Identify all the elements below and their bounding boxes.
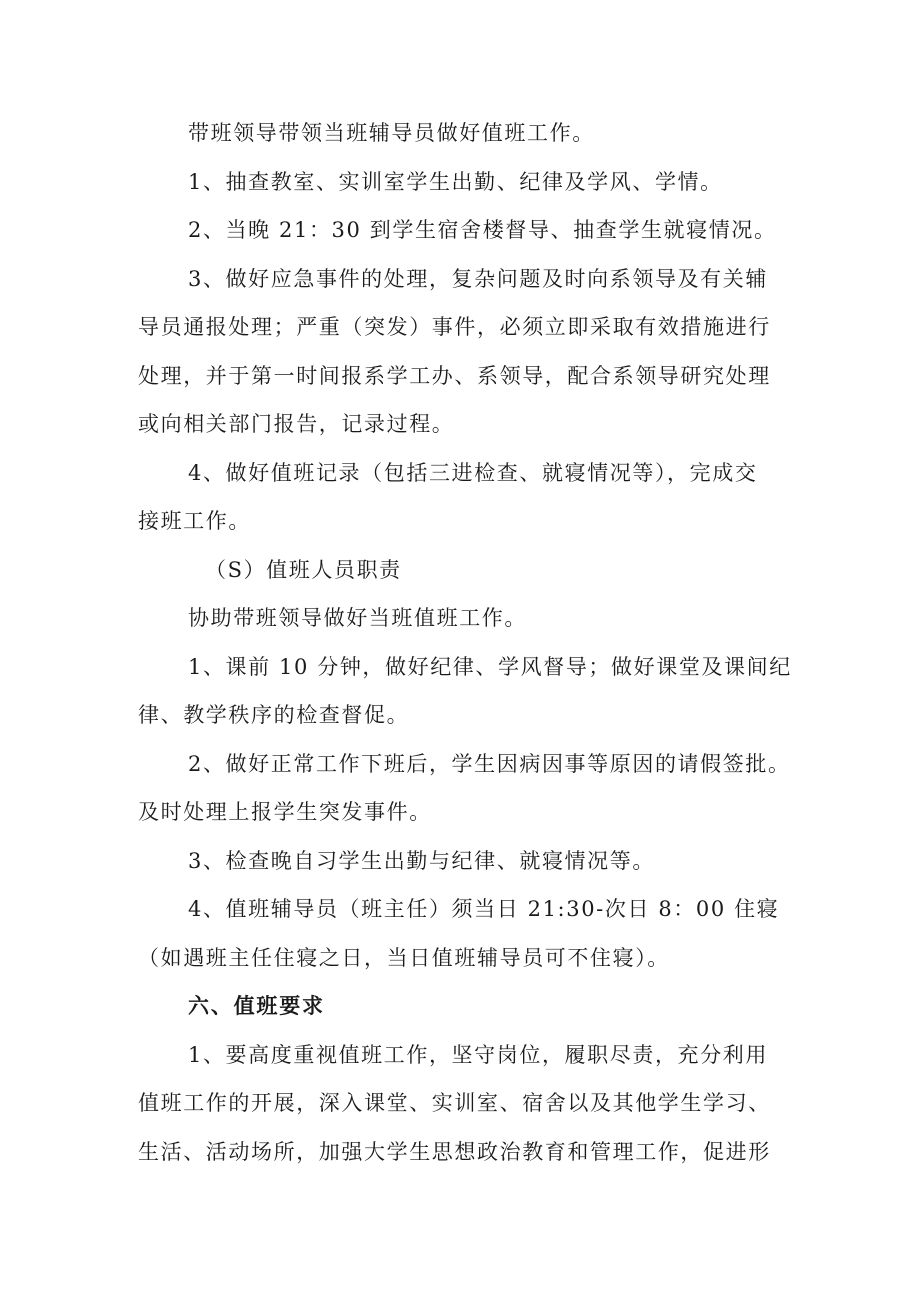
paragraph-line: 1、抽查教室、实训室学生出勤、纪律及学风、学情。: [188, 170, 723, 194]
paragraph-line: 律、教学秩序的检查督促。: [138, 703, 410, 727]
paragraph-line: 2、当晚 21：30 到学生宿舍楼督导、抽查学生就寝情况。: [188, 218, 777, 242]
paragraph-line: 及时处理上报学生突发事件。: [138, 800, 432, 824]
paragraph-line: 值班工作的开展，深入课堂、实训室、宿舍以及其他学生学习、: [138, 1091, 771, 1115]
paragraph-line: 或向相关部门报告，记录过程。: [138, 412, 455, 436]
paragraph-line: 带班领导带领当班辅导员做好值班工作。: [188, 121, 595, 145]
section-subheading: （S）值班人员职责: [205, 558, 402, 582]
paragraph-line: 4、做好值班记录（包括三进检查、就寝情况等），完成交: [188, 461, 758, 485]
paragraph-line: 生活、活动场所，加强大学生思想政治教育和管理工作，促进形: [138, 1140, 771, 1164]
paragraph-line: （如遇班主任住寝之日，当日值班辅导员可不住寝）。: [138, 946, 670, 970]
paragraph-line: 处理，并于第一时间报系学工办、系领导，配合系领导研究处理: [138, 364, 771, 388]
paragraph-line: 4、值班辅导员（班主任）须当日 21:30-次日 8：00 住寝: [188, 897, 780, 921]
paragraph-line: 接班工作。: [138, 509, 251, 533]
paragraph-line: 导员通报处理；严重（突发）事件，必须立即采取有效措施进行: [138, 315, 771, 339]
paragraph-line: 协助带班领导做好当班值班工作。: [188, 606, 527, 630]
paragraph-line: 2、做好正常工作下班后，学生因病因事等原因的请假签批。: [188, 752, 791, 776]
paragraph-line: 3、做好应急事件的处理，复杂问题及时向系领导及有关辅: [188, 267, 768, 291]
paragraph-line: 1、要高度重视值班工作，坚守岗位，履职尽责，充分利用: [188, 1043, 768, 1067]
section-heading: 六、值班要求: [188, 994, 325, 1018]
paragraph-line: 3、检查晚自习学生出勤与纪律、就寝情况等。: [188, 849, 655, 873]
paragraph-line: 1、课前 10 分钟，做好纪律、学风督导；做好课堂及课间纪: [188, 655, 792, 679]
